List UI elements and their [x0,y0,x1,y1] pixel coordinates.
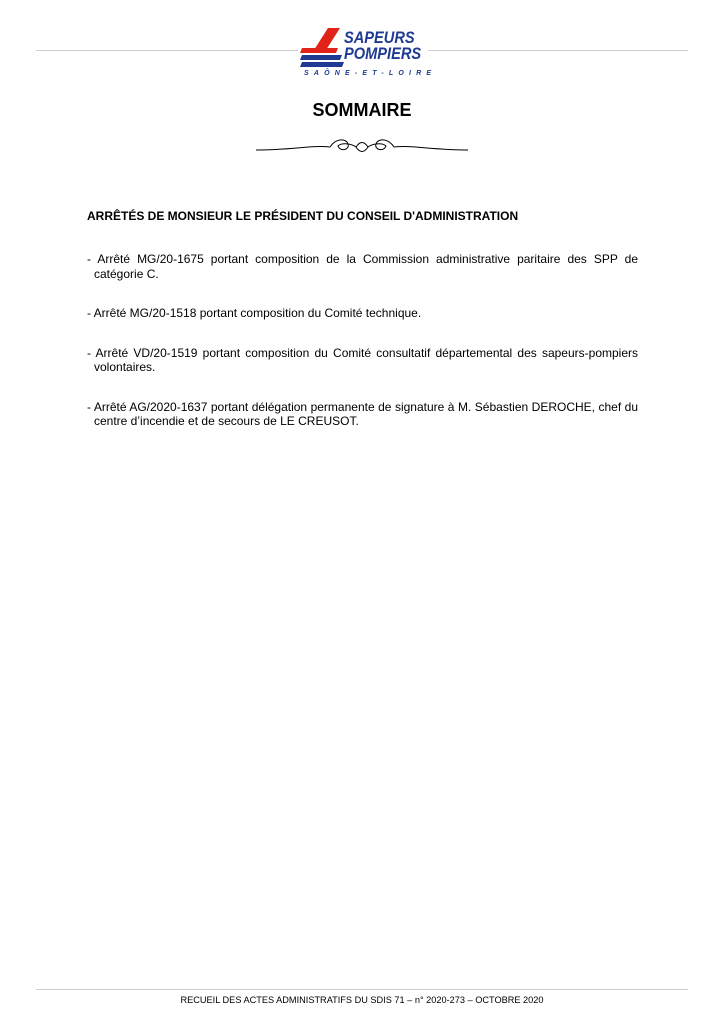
logo-line-pompiers: POMPIERS [344,44,422,63]
flame-stripes-icon [298,26,346,68]
header-rule-left [36,50,298,51]
list-item: - Arrêté AG/2020-1637 portant délégation permanente de signature à M. Sébastien DEROCHE, chef du centre d’incendie et de secours de LE CREUSOT. [87,399,638,428]
list-item: - Arrêté MG/20-1518 portant composition du Comité technique. [87,306,422,320]
page-title: SOMMAIRE [312,100,412,120]
summary-list [87,252,638,454]
footer-rule [36,989,688,990]
list-item: - Arrêté MG/20-1675 portant composition de la Commission administrative paritaire des SPP de catégorie C. [87,252,638,281]
logo-line-region: SAÔNE-ET-LOIRE [304,70,437,77]
page-footer: RECUEIL DES ACTES ADMINISTRATIFS DU SDIS 71 – n° 2020-273 – OCTOBRE 2020 [180,995,544,1005]
logo-line-sapeurs: SAPEURS [344,28,415,47]
header-rule-right [428,50,688,51]
section-heading: ARRÊTÉS DE MONSIEUR LE PRÉSIDENT DU CONSEIL D'ADMINISTRATION [87,209,519,223]
ornament-divider-icon [252,136,472,158]
list-item: - Arrêté VD/20-1519 portant composition du Comité consultatif départemental des sapeurs-pompiers volontaires. [87,345,638,374]
sdis-logo [298,26,437,82]
